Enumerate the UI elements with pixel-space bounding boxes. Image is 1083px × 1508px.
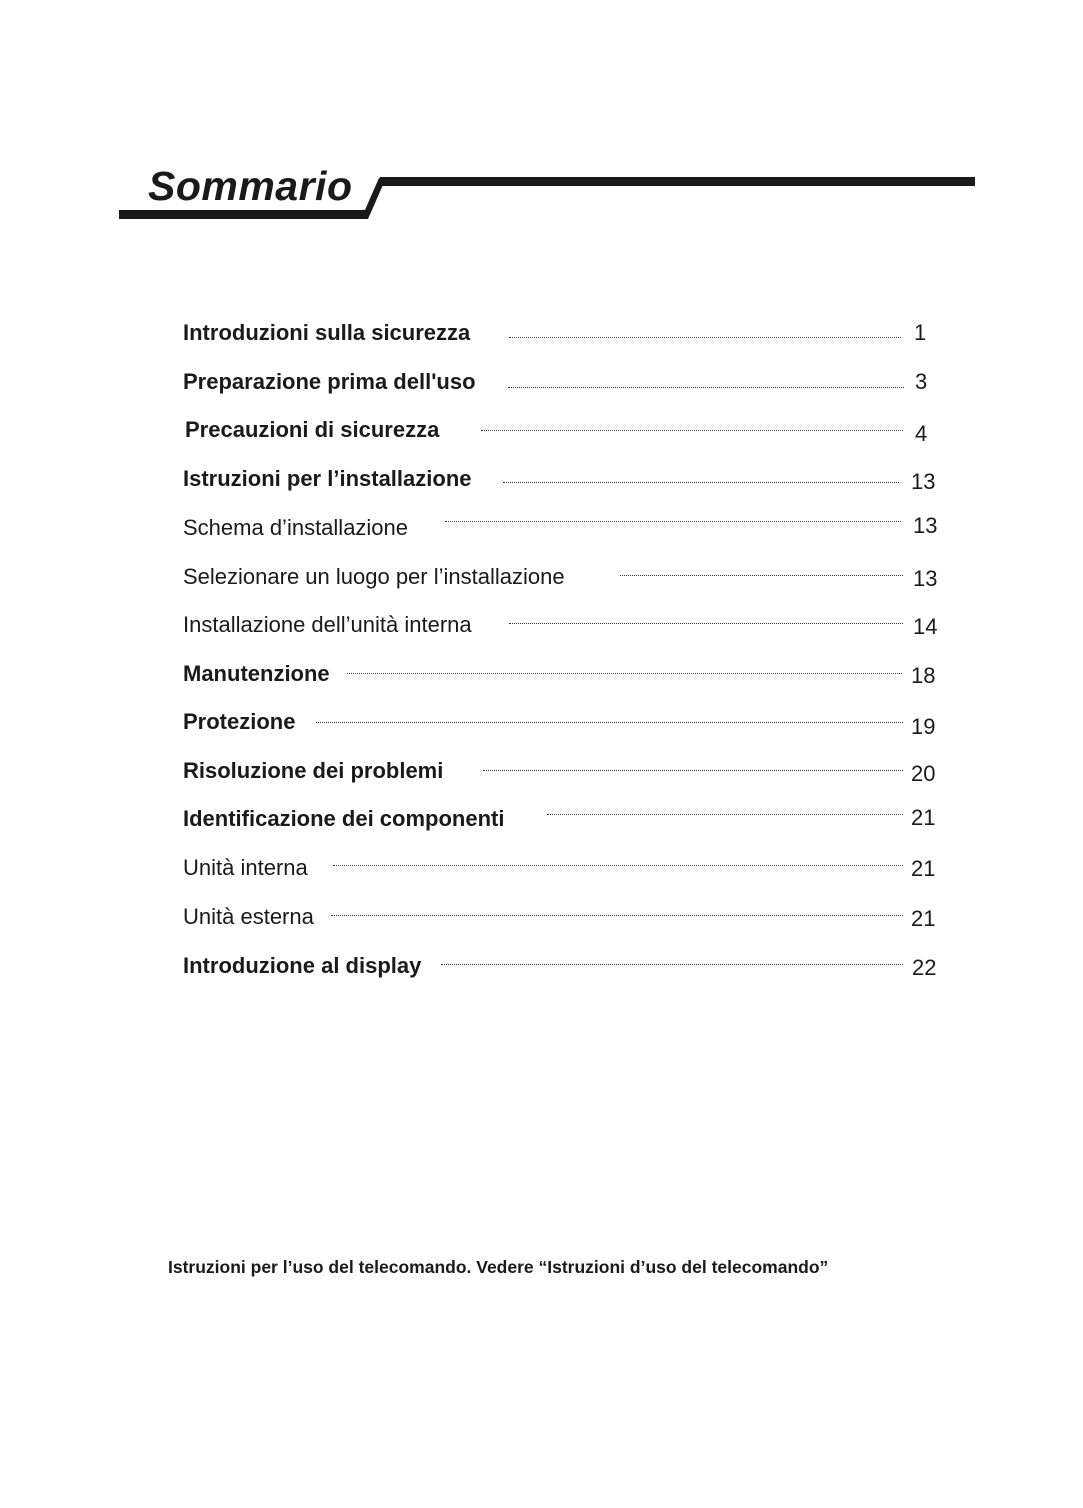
toc-entry-label: Risoluzione dei problemi — [183, 758, 444, 783]
toc-leader-dots — [483, 770, 903, 771]
toc-entry-page: 1 — [914, 320, 927, 345]
toc-entry[interactable] — [0, 705, 1083, 739]
toc-entry-page: 4 — [915, 421, 928, 446]
toc-entry-label: Identificazione dei componenti — [183, 806, 505, 831]
toc-entry-label: Selezionare un luogo per l’installazione — [183, 564, 565, 589]
toc-entry[interactable] — [0, 560, 1083, 594]
toc-leader-dots — [508, 387, 904, 388]
toc-entry[interactable] — [0, 900, 1083, 934]
toc-entry-label: Precauzioni di sicurezza — [185, 417, 440, 442]
toc-entry-page: 22 — [912, 955, 937, 980]
toc-entry[interactable] — [0, 851, 1083, 885]
toc-entry-label: Unità interna — [183, 855, 308, 880]
toc-leader-dots — [333, 865, 903, 866]
toc-entry-label: Schema d’installazione — [183, 515, 409, 540]
toc-entry-page: 20 — [911, 761, 936, 786]
toc-leader-dots — [441, 964, 903, 965]
toc-entry-page: 21 — [911, 805, 936, 830]
toc-leader-dots — [509, 623, 903, 624]
page-title: Sommario — [148, 163, 353, 209]
toc-entry-page: 13 — [913, 566, 938, 591]
toc-entry[interactable] — [0, 413, 1083, 447]
toc-entry-label: Installazione dell’unità interna — [183, 612, 472, 637]
footer-note: Istruzioni per l’uso del telecomando. Vedere “Istruzioni d’uso del telecomando” — [168, 1257, 829, 1277]
toc-entry[interactable] — [0, 365, 1083, 399]
toc-entry-page: 13 — [911, 469, 936, 494]
toc-entry-page: 18 — [911, 663, 936, 688]
toc-leader-dots — [481, 430, 903, 431]
toc-leader-dots — [509, 337, 901, 338]
toc-leader-dots — [316, 722, 903, 723]
toc-entry-label: Preparazione prima dell'uso — [183, 369, 476, 394]
toc-entry-page: 21 — [911, 856, 936, 881]
toc-leader-dots — [620, 575, 903, 576]
toc-leader-dots — [331, 915, 903, 916]
toc-entry-page: 3 — [915, 369, 928, 394]
toc-leader-dots — [445, 521, 901, 522]
toc-leader-dots — [347, 673, 902, 674]
toc-entry-label: Manutenzione — [183, 661, 330, 686]
toc-entry[interactable] — [0, 657, 1083, 691]
toc-entry-page: 13 — [913, 513, 938, 538]
toc-entry-label: Unità esterna — [183, 904, 314, 929]
toc-leader-dots — [503, 482, 899, 483]
toc-entry[interactable] — [0, 754, 1083, 788]
toc-entry-label: Protezione — [183, 709, 296, 734]
toc-entry[interactable] — [0, 462, 1083, 496]
toc-entry[interactable] — [0, 802, 1083, 836]
toc-entry-page: 14 — [913, 614, 938, 639]
toc-entry-page: 19 — [911, 714, 936, 739]
toc-entry-label: Istruzioni per l’installazione — [183, 466, 472, 491]
toc-entry-label: Introduzione al display — [183, 953, 422, 978]
toc-leader-dots — [547, 814, 903, 815]
toc-entry[interactable] — [0, 511, 1083, 545]
toc-entry-page: 21 — [911, 906, 936, 931]
toc-entry[interactable] — [0, 949, 1083, 983]
toc-entry[interactable] — [0, 316, 1083, 350]
toc-entry-label: Introduzioni sulla sicurezza — [183, 320, 471, 345]
toc-entry[interactable] — [0, 608, 1083, 642]
